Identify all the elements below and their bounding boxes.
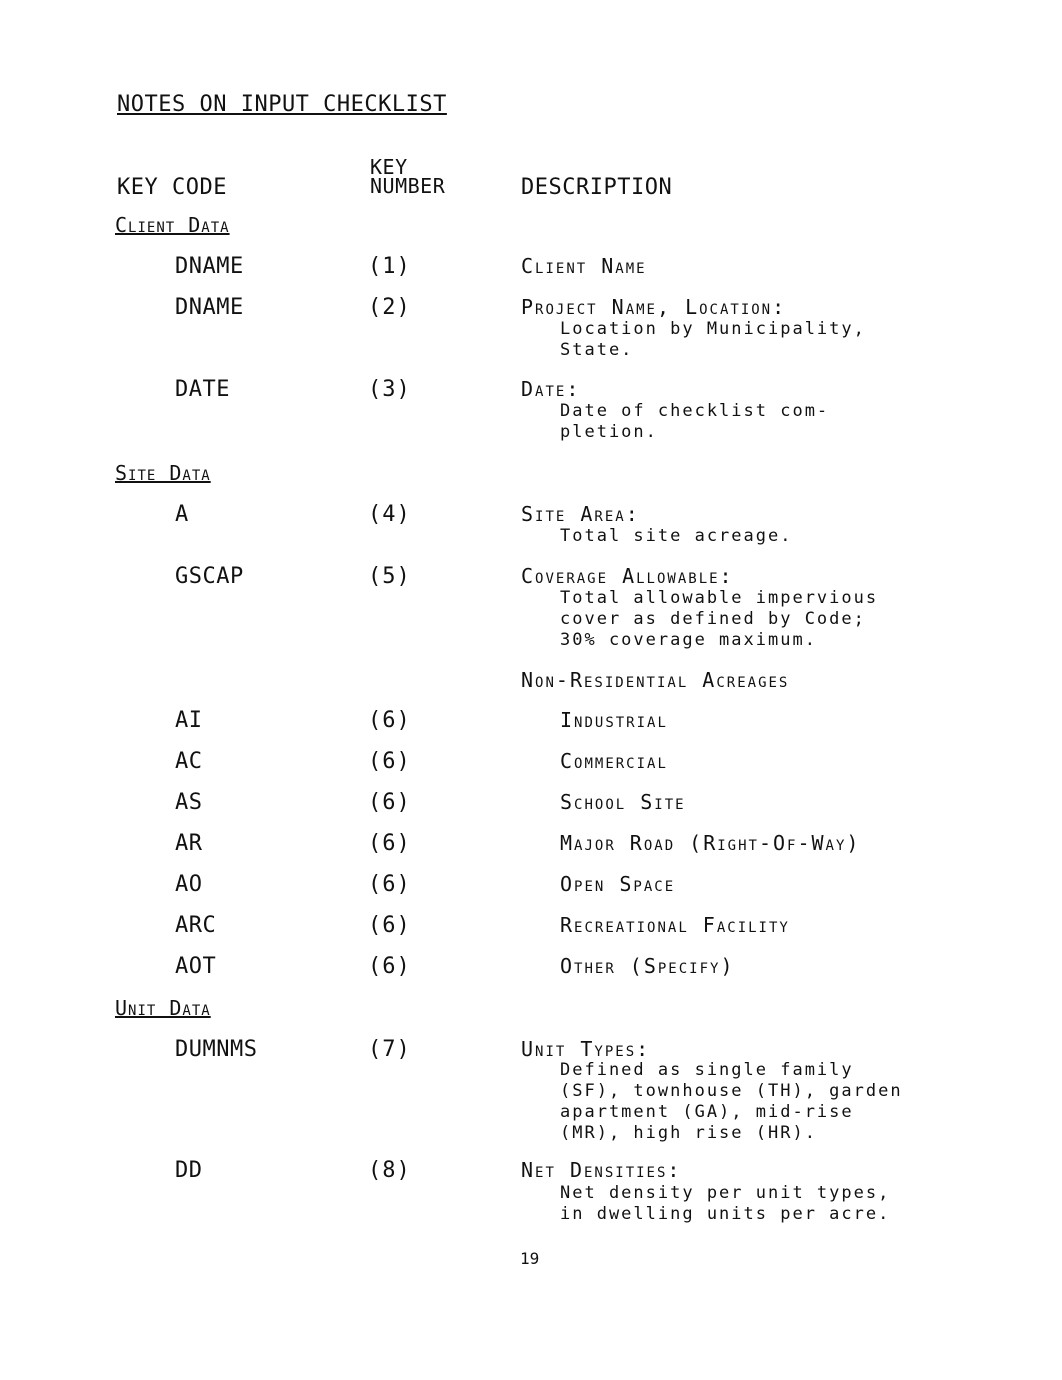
row-key-number: (6)	[368, 790, 411, 815]
row-key-number: (7)	[368, 1037, 411, 1062]
row-note: Net density per unit types, in dwelling units per acre.	[560, 1183, 891, 1224]
section-client-data: Client Data	[115, 213, 230, 237]
header-description: DESCRIPTION	[521, 175, 673, 200]
row-description: Open Space	[560, 872, 676, 896]
row-description: Net Densities:	[521, 1158, 682, 1182]
row-description: Date:	[521, 377, 581, 401]
header-key-number-line1: KEY	[370, 155, 408, 179]
row-code: ARC	[175, 913, 217, 938]
row-key-number: (4)	[368, 502, 411, 527]
row-key-number: (6)	[368, 749, 411, 774]
row-note: Total allowable impervious cover as defined by Code; 30% coverage maximum.	[560, 588, 879, 650]
row-code: DNAME	[175, 295, 244, 320]
section-site-data: Site Data	[115, 461, 211, 485]
row-key-number: (6)	[368, 913, 411, 938]
row-description: School Site	[560, 790, 686, 814]
row-key-number: (6)	[368, 708, 411, 733]
row-code: AI	[175, 708, 203, 733]
row-note: Date of checklist com- pletion.	[560, 401, 830, 442]
row-code: DNAME	[175, 254, 244, 279]
row-description: Major Road (Right-Of-Way)	[560, 831, 861, 855]
row-key-number: (5)	[368, 564, 411, 589]
row-code: AR	[175, 831, 203, 856]
section-unit-data: Unit Data	[115, 996, 211, 1020]
row-description: Site Area:	[521, 502, 640, 526]
row-key-number: (1)	[368, 254, 411, 279]
header-key-code: KEY CODE	[117, 175, 227, 200]
row-description: Other (Specify)	[560, 954, 735, 978]
row-description: Industrial	[560, 708, 668, 732]
row-code: DUMNMS	[175, 1037, 258, 1062]
subheading-non-residential-acreages: Non-Residential Acreages	[521, 668, 790, 692]
row-code: DATE	[175, 377, 230, 402]
row-code: AOT	[175, 954, 217, 979]
page-number: 19	[520, 1249, 540, 1268]
row-key-number: (6)	[368, 831, 411, 856]
row-note: Total site acreage.	[560, 526, 793, 546]
header-key-number-line2: NUMBER	[370, 174, 446, 198]
row-code: DD	[175, 1158, 203, 1183]
row-key-number: (2)	[368, 295, 411, 320]
row-description: Unit Types:	[521, 1037, 651, 1061]
row-description: Commercial	[560, 749, 668, 773]
row-key-number: (6)	[368, 954, 411, 979]
row-description: Recreational Facility	[560, 913, 790, 937]
row-description: Coverage Allowable:	[521, 564, 734, 588]
row-key-number: (8)	[368, 1158, 411, 1183]
row-note: Defined as single family (SF), townhouse (TH), garden apartment (GA), mid-rise (MR), high rise (HR).	[560, 1060, 903, 1143]
row-code: AS	[175, 790, 203, 815]
row-code: AO	[175, 872, 203, 897]
row-description: Project Name, Location:	[521, 295, 787, 319]
row-code: A	[175, 502, 189, 527]
row-code: AC	[175, 749, 203, 774]
row-key-number: (3)	[368, 377, 411, 402]
row-note: Location by Municipality, State.	[560, 319, 866, 360]
row-description: Client Name	[521, 254, 647, 278]
page-title: NOTES ON INPUT CHECKLIST	[117, 92, 447, 117]
row-key-number: (6)	[368, 872, 411, 897]
row-code: GSCAP	[175, 564, 244, 589]
